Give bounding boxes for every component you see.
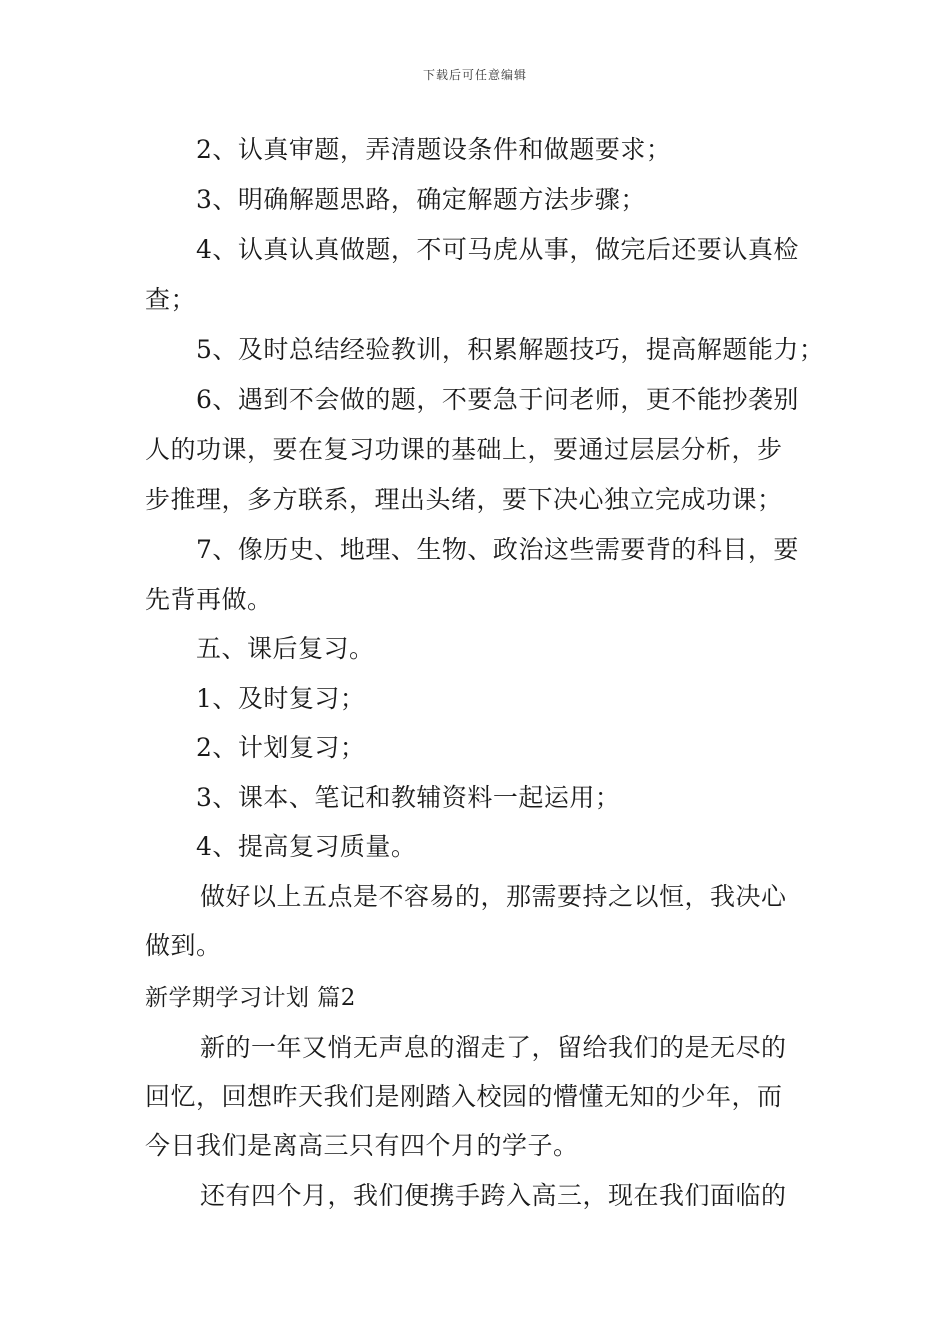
text-line: 1、及时复习； — [196, 684, 366, 713]
text-line: 五、课后复习。 — [196, 634, 375, 663]
text-line: 5、及时总结经验教训，积累解题技巧，提高解题能力； — [196, 335, 825, 364]
text-line: 步推理，多方联系，理出头绪，要下决心独立完成功课； — [145, 485, 783, 514]
text-line: 回忆，回想昨天我们是刚踏入校园的懵懂无知的少年，而 — [145, 1082, 783, 1111]
text-line: 6、遇到不会做的题，不要急于问老师，更不能抄袭别 — [196, 385, 799, 414]
text-line: 做好以上五点是不容易的，那需要持之以恒，我决心 — [200, 882, 787, 911]
text-line: 4、认真认真做题，不可马虎从事，做完后还要认真检 — [196, 235, 799, 264]
text-line: 先背再做。 — [145, 585, 273, 614]
text-line: 今日我们是离高三只有四个月的学子。 — [145, 1131, 579, 1160]
text-line: 4、提高复习质量。 — [196, 832, 417, 861]
section-heading: 新学期学习计划 篇2 — [145, 985, 356, 1011]
text-line: 还有四个月，我们便携手跨入高三，现在我们面临的 — [200, 1181, 787, 1210]
text-line: 新的一年又悄无声息的溜走了，留给我们的是无尽的 — [200, 1033, 787, 1062]
text-line: 3、明确解题思路，确定解题方法步骤； — [196, 185, 646, 214]
text-line: 3、课本、笔记和教辅资料一起运用； — [196, 783, 621, 812]
text-line: 人的功课，要在复习功课的基础上，要通过层层分析，步 — [145, 435, 783, 464]
page-header: 下载后可任意编辑 — [422, 68, 527, 82]
text-line: 做到。 — [145, 931, 222, 960]
text-line: 查； — [145, 285, 197, 314]
text-line: 2、认真审题，弄清题设条件和做题要求； — [196, 135, 672, 164]
text-line: 2、计划复习； — [196, 733, 366, 762]
text-line: 7、像历史、地理、生物、政治这些需要背的科目，要 — [196, 535, 799, 564]
